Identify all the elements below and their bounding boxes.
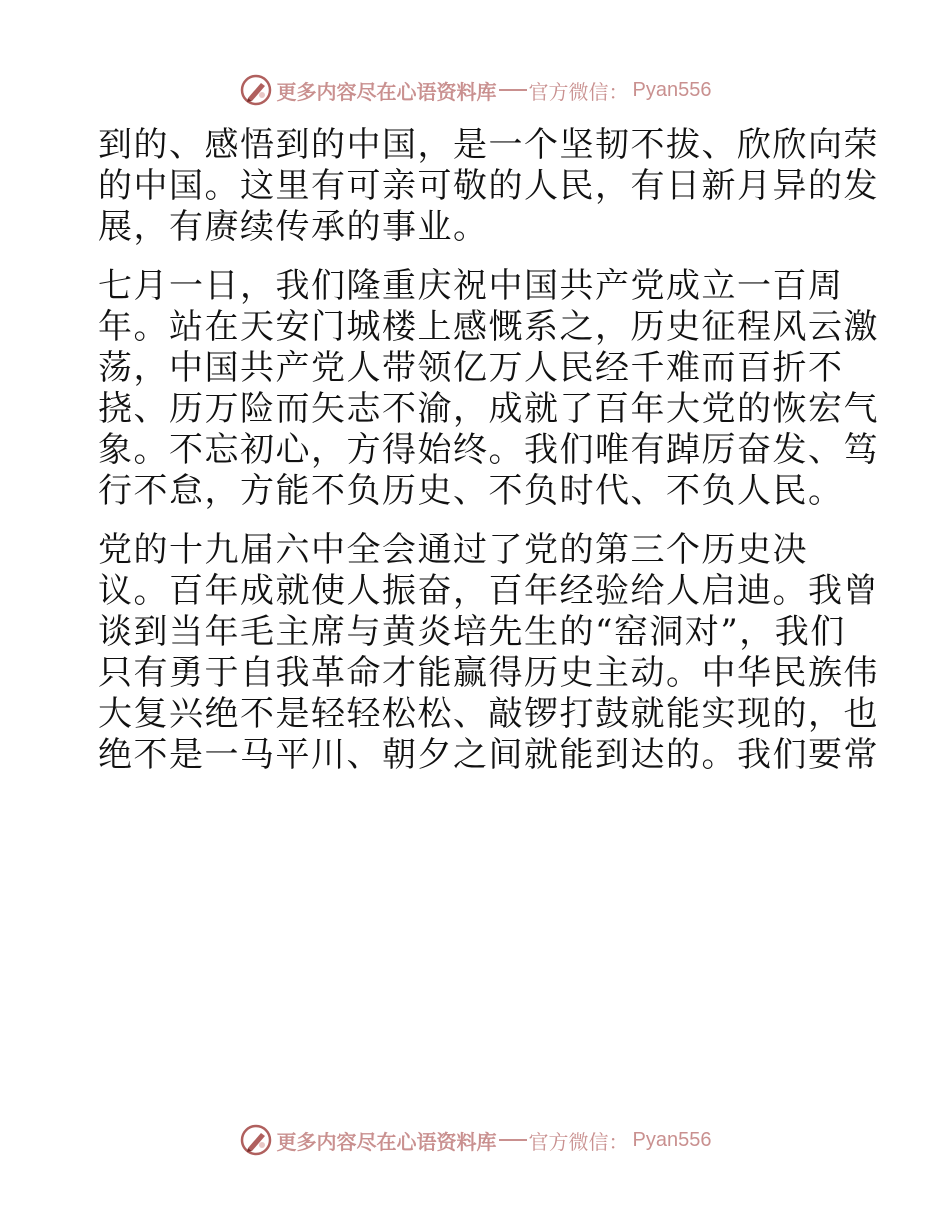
paragraph-1	[98, 124, 879, 248]
watermark-wechat-label: 官方微信：	[528, 1129, 629, 1154]
text-line: 到的、感悟到的中国，是一个坚韧不拔、欣欣向荣	[98, 125, 879, 165]
text-line: 七月一日，我们隆重庆祝中国共产党成立一百周	[98, 266, 844, 306]
watermark-dash	[499, 1139, 527, 1141]
text-line: 谈到当年毛主席与黄炎培先生的“窑洞对”，我们	[98, 612, 846, 652]
watermark-dash	[499, 89, 527, 91]
text-line: 党的十九届六中全会通过了党的第三个历史决	[98, 530, 808, 570]
watermark-wechat-id: Pyan556	[632, 1128, 712, 1151]
text-line: 议。百年成就使人振奋，百年经验给人启迪。我曾	[98, 571, 879, 611]
text-line: 展，有赓续传承的事业。	[98, 207, 489, 247]
paragraph-2	[98, 265, 879, 512]
watermark-text: 更多内容尽在心语资料库	[276, 1129, 497, 1154]
paragraph-3	[98, 529, 879, 776]
text-line: 年。站在天安门城楼上感慨系之，历史征程风云激	[98, 307, 879, 347]
text-line: 荡，中国共产党人带领亿万人民经千难而百折不	[98, 348, 844, 388]
pen-logo-icon	[239, 1123, 273, 1157]
footer-watermark	[0, 1120, 950, 1160]
watermark-wechat-label: 官方微信：	[528, 79, 629, 104]
text-line: 大复兴绝不是轻轻松松、敲锣打鼓就能实现的，也	[98, 694, 879, 734]
text-line: 行不怠，方能不负历史、不负时代、不负人民。	[98, 471, 844, 511]
text-line: 的中国。这里有可亲可敬的人民，有日新月异的发	[98, 166, 879, 206]
text-line: 只有勇于自我革命才能赢得历史主动。中华民族伟	[98, 653, 879, 693]
header-watermark	[0, 70, 950, 110]
watermark-wechat-id: Pyan556	[632, 78, 712, 101]
text-line: 象。不忘初心，方得始终。我们唯有踔厉奋发、笃	[98, 430, 879, 470]
text-line: 绝不是一马平川、朝夕之间就能到达的。我们要常	[98, 735, 879, 775]
watermark-text: 更多内容尽在心语资料库	[276, 79, 497, 104]
document-body	[98, 124, 879, 793]
pen-logo-icon	[239, 73, 273, 107]
text-line: 挠、历万险而矢志不渝，成就了百年大党的恢宏气	[98, 389, 879, 429]
